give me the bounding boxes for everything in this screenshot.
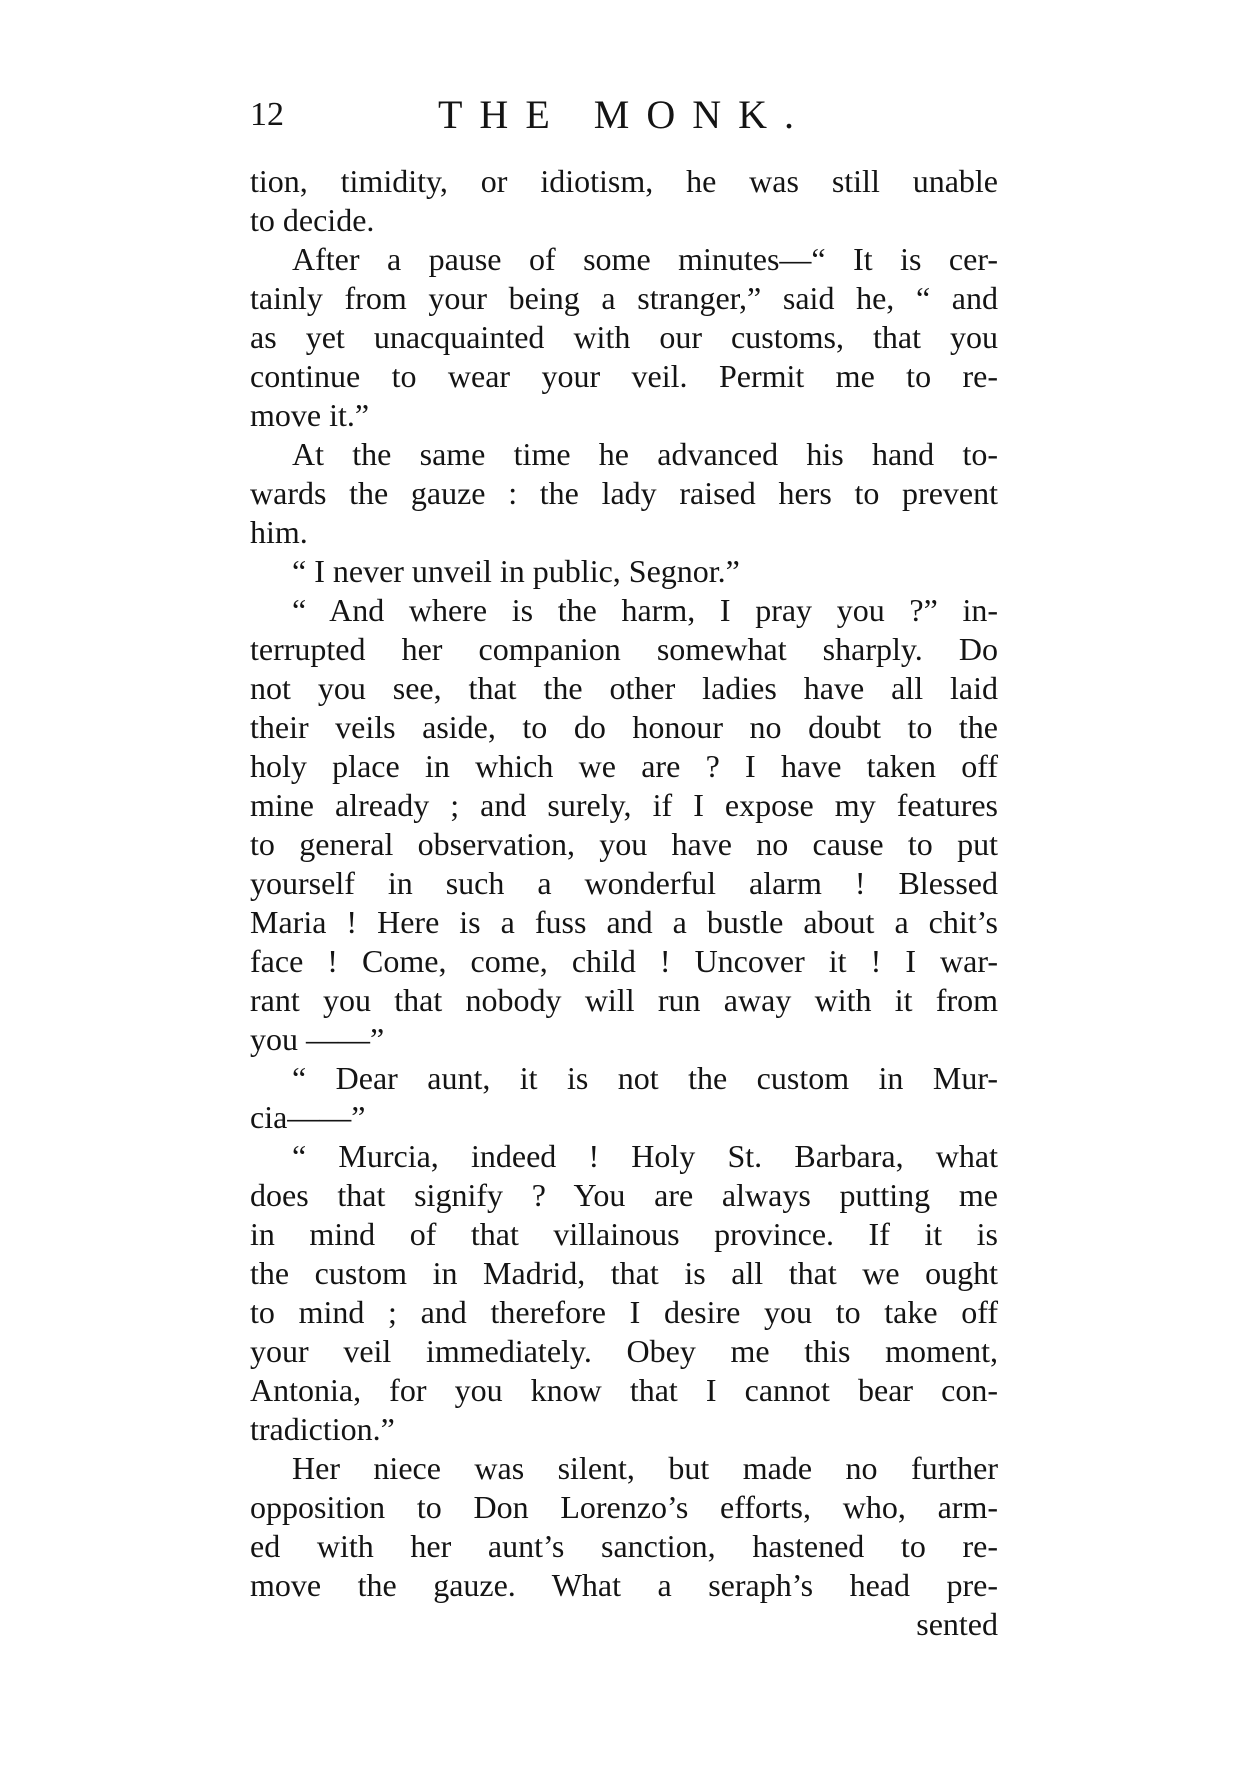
text-line: ed with her aunt’s sanction, hastened to re- [250, 1528, 998, 1564]
text-line: does that signify ? You are always putting me [250, 1177, 998, 1213]
text-line: tion, timidity, or idiotism, he was still unable [250, 163, 998, 199]
text-line: yourself in such a wonderful alarm ! Blessed [250, 865, 998, 901]
text-line: “ Murcia, indeed ! Holy St. Barbara, what [292, 1138, 998, 1174]
text-line: cia——” [250, 1099, 366, 1135]
text-line: tainly from your being a stranger,” said he, “ and [250, 280, 998, 316]
text-line: After a pause of some minutes—“ It is cer- [292, 241, 998, 277]
text-line: holy place in which we are ? I have taken off [250, 748, 998, 784]
text-line: wards the gauze : the lady raised hers to prevent [250, 475, 998, 511]
text-line: Maria ! Here is a fuss and a bustle about a chit’s [250, 904, 998, 940]
text-line: Antonia, for you know that I cannot bear con- [250, 1372, 998, 1408]
text-line: sented [916, 1606, 998, 1642]
text-line: terrupted her companion somewhat sharply. Do [250, 631, 998, 667]
text-line: face ! Come, come, child ! Uncover it ! I war- [250, 943, 998, 979]
text-line: At the same time he advanced his hand to- [292, 436, 998, 472]
text-line: rant you that nobody will run away with it from [250, 982, 998, 1018]
text-line: move it.” [250, 397, 370, 433]
text-line: you ——” [250, 1021, 385, 1057]
text-line: their veils aside, to do honour no doubt to the [250, 709, 998, 745]
text-line: to general observation, you have no cause to put [250, 826, 998, 862]
text-line: your veil immediately. Obey me this moment, [250, 1333, 998, 1369]
text-line: move the gauze. What a seraph’s head pre- [250, 1567, 998, 1603]
text-line: not you see, that the other ladies have all laid [250, 670, 998, 706]
text-line: tradiction.” [250, 1411, 395, 1447]
text-line: continue to wear your veil. Permit me to re- [250, 358, 998, 394]
running-head: THE MONK. [438, 92, 811, 137]
text-line: the custom in Madrid, that is all that we ought [250, 1255, 998, 1291]
page-number: 12 [250, 96, 284, 133]
body-text [250, 162, 998, 1644]
text-line: him. [250, 514, 308, 550]
text-line: “ And where is the harm, I pray you ?” in- [292, 592, 998, 628]
text-line: in mind of that villainous province. If it is [250, 1216, 998, 1252]
text-line: to decide. [250, 202, 375, 238]
text-line: opposition to Don Lorenzo’s efforts, who, arm- [250, 1489, 998, 1525]
text-line: “ I never unveil in public, Segnor.” [292, 553, 740, 589]
text-line: to mind ; and therefore I desire you to take off [250, 1294, 998, 1330]
text-line: Her niece was silent, but made no further [292, 1450, 998, 1486]
text-line: as yet unacquainted with our customs, that you [250, 319, 998, 355]
text-line: “ Dear aunt, it is not the custom in Mur- [292, 1060, 998, 1096]
text-line: mine already ; and surely, if I expose my features [250, 787, 998, 823]
page-header [250, 90, 1000, 140]
